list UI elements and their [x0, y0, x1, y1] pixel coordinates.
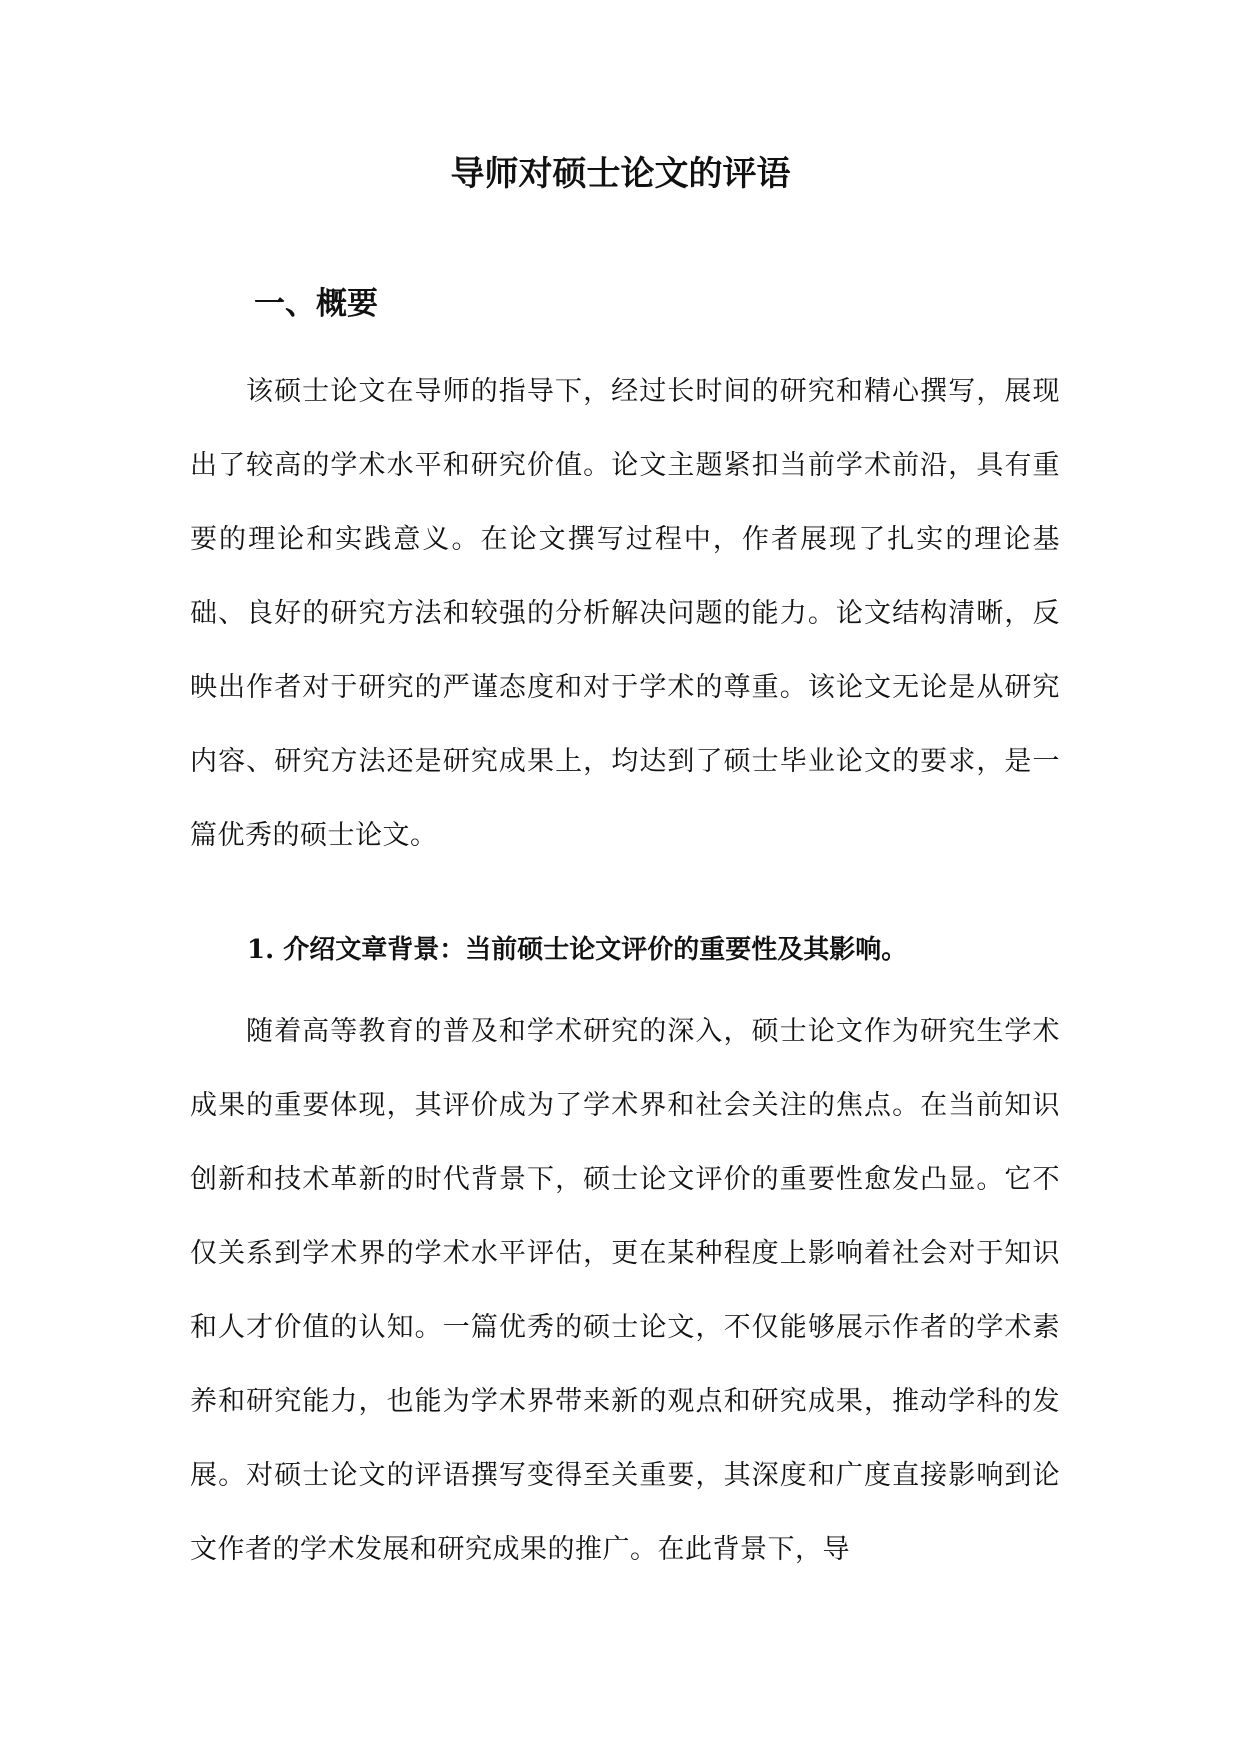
background-paragraph: 随着高等教育的普及和学术研究的深入，硕士论文作为研究生学术成果的重要体现，其评价成为了学术界和社会关注的焦点。在当前知识创新和技术革新的时代背景下，硕士论文评价的重要性愈发凸显。它不仅关系到学术界的学术水平评估，更在某种程度上影响着社会对于知识和人才价值的认知。一篇优秀的硕士论文，不仅能够展示作者的学术素养和研究能力，也能为学术界带来新的观点和研究成果，推动学科的发展。对硕士论文的评语撰写变得至关重要，其深度和广度直接影响到论文作者的学术发展和研究成果的推广。在此背景下，导	[190, 1016, 1060, 1565]
overview-paragraph: 该硕士论文在导师的指导下，经过长时间的研究和精心撰写，展现出了较高的学术水平和研究价值。论文主题紧扣当前学术前沿，具有重要的理论和实践意义。在论文撰写过程中，作者展现了扎实的理论基础、良好的研究方法和较强的分析解决问题的能力。论文结构清晰，反映出作者对于研究的严谨态度和对于学术的尊重。该论文无论是从研究内容、研究方法还是研究成果上，均达到了硕士毕业论文的要求，是一篇优秀的硕士论文。	[190, 376, 1060, 851]
section-heading-overview: 一、概要	[254, 286, 378, 322]
subsection-heading-background: 1. 介绍文章背景：当前硕士论文评价的重要性及其影响。	[247, 935, 908, 965]
document-title: 导师对硕士论文的评语	[450, 154, 791, 194]
